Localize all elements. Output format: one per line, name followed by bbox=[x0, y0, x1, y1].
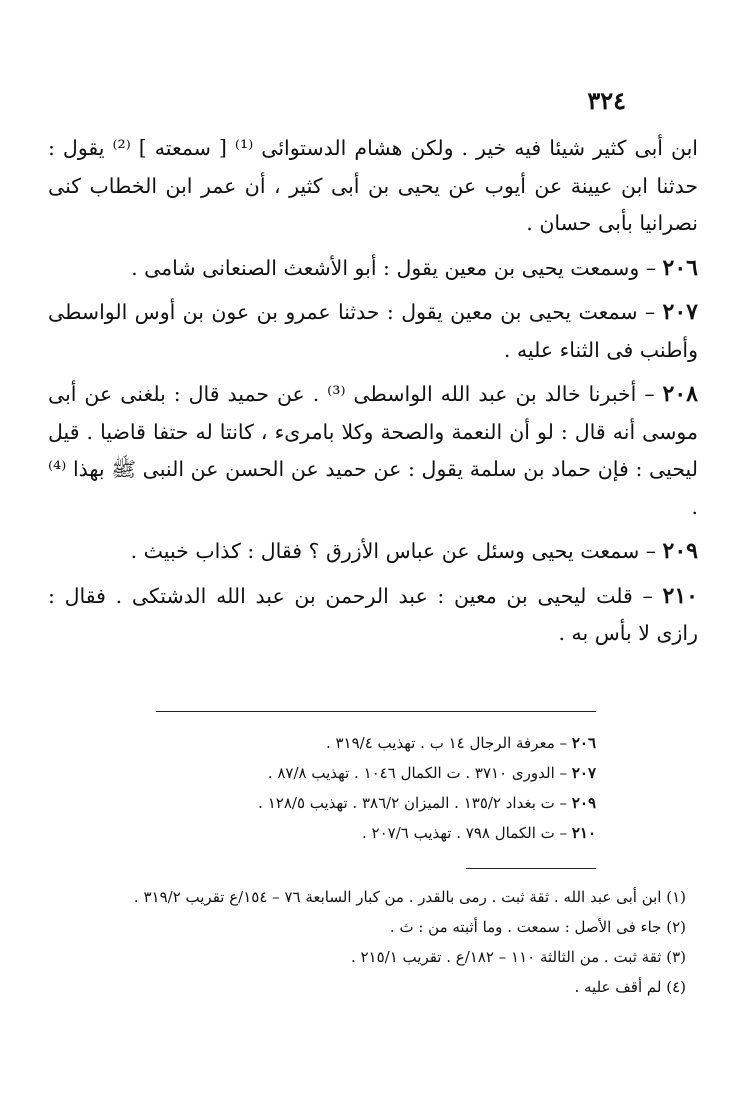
reference-item bbox=[156, 788, 596, 818]
reference-number: ٢١٠ bbox=[571, 824, 596, 842]
reference-text: – ت الكمال ٧٩٨ . تهذيب ٢٠٧/٦ . bbox=[362, 824, 568, 842]
paragraph-207 bbox=[48, 294, 698, 369]
reference-number: ٢٠٧ bbox=[571, 764, 596, 782]
entry-number: ٢٠٦ bbox=[662, 254, 698, 281]
paragraph-text: – أخبرنا خالد بن عبد الله الواسطى ⁽³⁾ . عن حميد قال : بلغنى عن أبى موسى أنه قال : لو أن النعمة والصحة وكلا بامرىء ، كانتا له حتفا قاضيا . قيل ليحيى : فإن حماد بن سلمة يقول : عن حميد عن الحسن عن النبى ﷺ بهذا ⁽⁴⁾ . bbox=[48, 382, 698, 519]
reference-text: – معرفة الرجال ١٤ ب . تهذيب ٣١٩/٤ . bbox=[325, 734, 568, 752]
paragraph-206 bbox=[48, 250, 698, 288]
paragraph-text: – وسمعت يحيى بن معين يقول : أبو الأشعث الصنعانى شامى . bbox=[131, 255, 657, 280]
entry-number: ٢٠٧ bbox=[662, 299, 698, 325]
footnote-2: (٢) جاء فى الأصل : سمعت . وما أثبته من : ث . bbox=[389, 918, 686, 936]
footnote-1: (١) ابن أبى عبد الله . ثقة ثبت . رمى بالقدر . من كبار السابعة ٧٦ – ١٥٤/ع تقريب ٣١٩/٢ . bbox=[133, 888, 686, 906]
paragraph-text: ابن أبى كثير شيئا فيه خير . ولكن هشام الدستوائى ⁽¹⁾ [ سمعته ] ⁽²⁾ يقول : حدثنا ابن عيينة عن أيوب عن يحيى بن أبى كثير ، أن عمر ابن الخطاب كنى نصرانيا بأبى حسان . bbox=[48, 136, 698, 235]
reference-item bbox=[156, 728, 596, 758]
reference-text: – ت بغداد ١٣٥/٢ . الميزان ٣٨٦/٢ . تهذيب ١٢٨/٥ . bbox=[258, 794, 568, 812]
paragraph-text: – قلت ليحيى بن معين : عبد الرحمن بن عبد الله الدشتكى . فقال : رازى لا بأس به . bbox=[48, 583, 698, 645]
references-divider bbox=[156, 711, 596, 712]
footnote-3: (٣) ثقة ثبت . من الثالثة ١١٠ – ١٨٢/ع . تقريب ٢١٥/١ . bbox=[350, 948, 686, 966]
entry-number: ٢١٠ bbox=[662, 582, 698, 609]
footnotes-divider bbox=[466, 868, 596, 869]
footnote-4: (٤) لم أقف عليه . bbox=[574, 978, 686, 996]
page-number: ٣٢٤ bbox=[587, 86, 626, 115]
paragraph-text: – سمعت يحيى بن معين يقول : حدثنا عمرو بن عون بن أوس الواسطى وأطنب فى الثناء عليه . bbox=[48, 300, 698, 362]
entry-number: ٢٠٩ bbox=[662, 538, 698, 564]
reference-number: ٢٠٩ bbox=[571, 794, 596, 812]
paragraph-210 bbox=[48, 578, 698, 653]
main-text bbox=[48, 130, 698, 660]
footnotes-list bbox=[56, 882, 686, 1002]
entry-number: ٢٠٨ bbox=[662, 381, 698, 407]
reference-text: – الدورى ٣٧١٠ . ت الكمال ١٠٤٦ . تهذيب ٨٧/٨ . bbox=[267, 764, 568, 782]
references-list bbox=[156, 728, 596, 848]
reference-item bbox=[156, 758, 596, 788]
reference-number: ٢٠٦ bbox=[571, 734, 596, 752]
paragraph-text: – سمعت يحيى وسئل عن عباس الأزرق ؟ فقال : كذاب خبيث . bbox=[130, 539, 657, 563]
paragraph-208 bbox=[48, 376, 698, 526]
paragraph-209 bbox=[48, 533, 698, 571]
paragraph-continuation bbox=[48, 130, 698, 243]
reference-item bbox=[156, 818, 596, 848]
